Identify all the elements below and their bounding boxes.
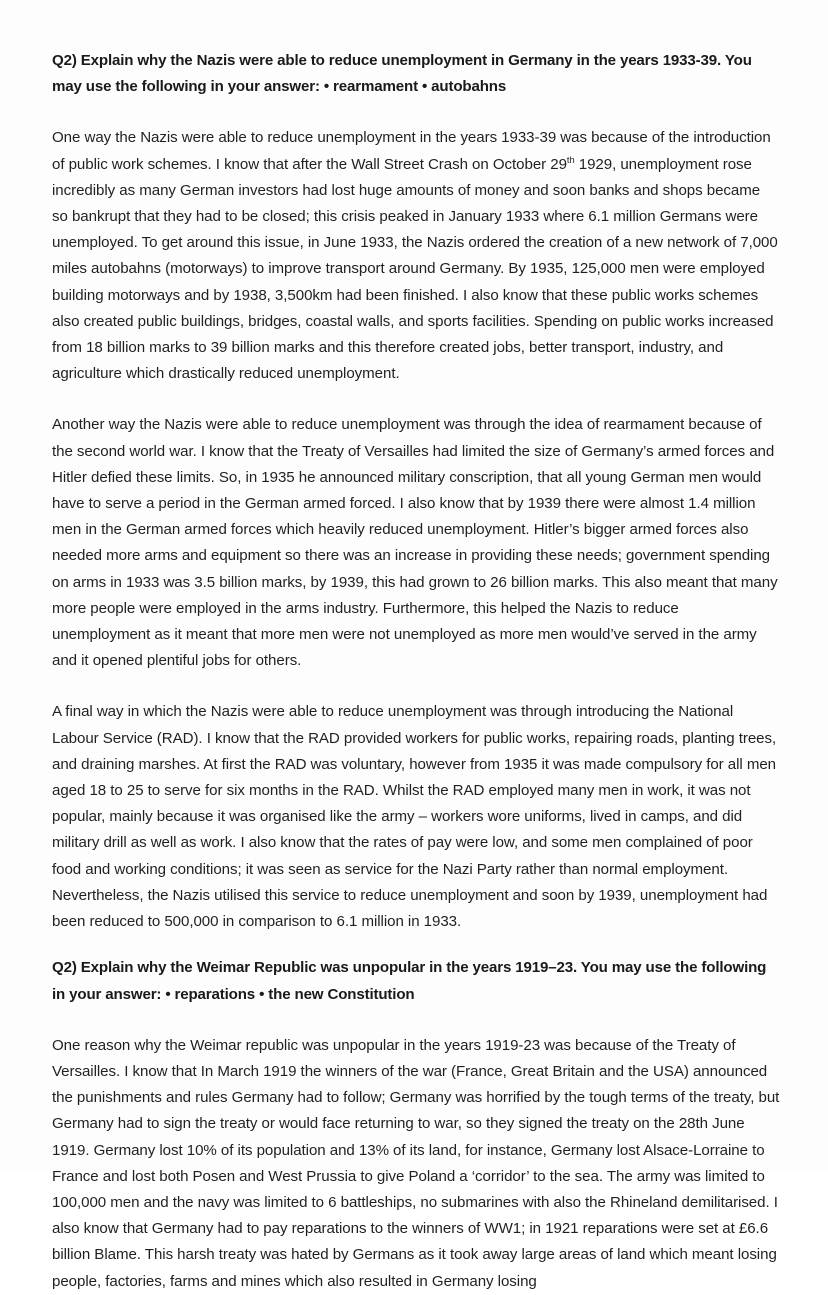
paragraph-text-part-b: 1929, unemployment rose incredibly as many German investors had lost huge amounts of money and soon banks and shops became so bankrupt that they had to be closed; this crisis peaked in January 1933 where 6.1 million Germans were unemployed. To get around this issue, in June 1933, the Nazis ordered the creation of a new network of 7,000 miles autobahns (motorways) to improve transport around Germany. By 1935, 125,000 men were employed building motorways and by 1938, 3,500km had been finished. I also know that these public works schemes also created public buildings, bridges, coastal walls, and sports facilities. Spending on public works increased from 18 billion marks to 39 billion marks and this therefore created jobs, better transport, industry, and agriculture which drastically reduced unemployment. (52, 155, 782, 383)
paragraph-public-works (52, 125, 780, 387)
ordinal-suffix-superscript: th (566, 154, 575, 165)
paragraph-treaty-of-versailles: One reason why the Weimar republic was unpopular in the years 1919-23 was because of the Treaty of Versailles. I know that In March 1919 the winners of the war (France, Great Britain and the USA) announced the punishments and rules Germany had to follow; Germany was horrified by the tough terms of the treaty, but Germany had to sign the treaty or would face returning to war, so they signed the treaty on the 28th June 1919. Germany lost 10% of its population and 13% of its land, for instance, Germany lost Alsace-Lorraine to France and lost both Posen and West Prussia to give Poland a ‘corridor’ to the sea. The army was limited to 100,000 men and the navy was limited to 6 battleships, no submarines with also the Rhineland demilitarised. I also know that Germany had to pay reparations to the winners of WW1; in 1921 reparations were set at £6.6 billion Blame. This harsh treaty was hated by Germans as it took away large areas of land which meant losing people, factories, farms and mines which also resulted in Germany losing (52, 1036, 784, 1290)
spacer (52, 100, 780, 125)
paragraph-labour-service: A final way in which the Nazis were able to reduce unemployment was through introducing the National Labour Service (RAD). I know that the RAD provided workers for public works, repairing roads, planting trees, and draining marshes. At first the RAD was voluntary, however from 1935 it was made compulsory for all men aged 18 to 25 to serve for six months in the RAD. Whilst the RAD employed many men in work, it was not popular, mainly because it was organised like the army – workers wore uniforms, lived in camps, and did military drill as well as work. I also know that the rates of pay were low, and some men complained of poor food and working conditions; it was seen as service for the Nazi Party rather than normal employment. Nevertheless, the Nazis utilised this service to reduce unemployment and soon by 1939, unemployment had been reduced to 500,000 in comparison to 6.1 million in 1933. (52, 703, 781, 931)
spacer (52, 674, 780, 699)
question-heading-1: Q2) Explain why the Nazis were able to reduce unemployment in Germany in the years 1933-39. You may use the following in your answer: • rearmament • autobahns (52, 52, 752, 96)
paragraph-rearmament: Another way the Nazis were able to reduce unemployment was through the idea of rearmament because of the second world war. I know that the Treaty of Versailles had limited the size of Germany’s armed forces and Hitler defied these limits. So, in 1935 he announced military conscription, that all young German men would have to serve a period in the German armed forced. I also know that by 1939 there were almost 1.4 million men in the German armed forces which heavily reduced unemployment. Hitler’s bigger armed forces also needed more arms and equipment so there was an increase in providing these needs; government spending on arms in 1933 was 3.5 billion marks, by 1939, this had grown to 26 billion marks. This also meant that many more people were employed in the arms industry. Furthermore, this helped the Nazis to reduce unemployment as it meant that more men were not unemployed as more men would’ve served in the army and it opened plentiful jobs for others. (52, 416, 782, 670)
paragraph-text-part-a: One way the Nazis were able to reduce unemployment in the years 1933-39 was because of the introduction of public work schemes. I know that after the Wall Street Crash on October 29 (52, 129, 775, 173)
spacer (52, 387, 780, 412)
document-body (52, 48, 784, 1295)
spacer (52, 1008, 780, 1033)
spacer (52, 935, 780, 955)
question-heading-2: Q2) Explain why the Weimar Republic was unpopular in the years 1919–23. You may use the following in your answer: • reparations • the new Constitution (52, 959, 767, 1003)
